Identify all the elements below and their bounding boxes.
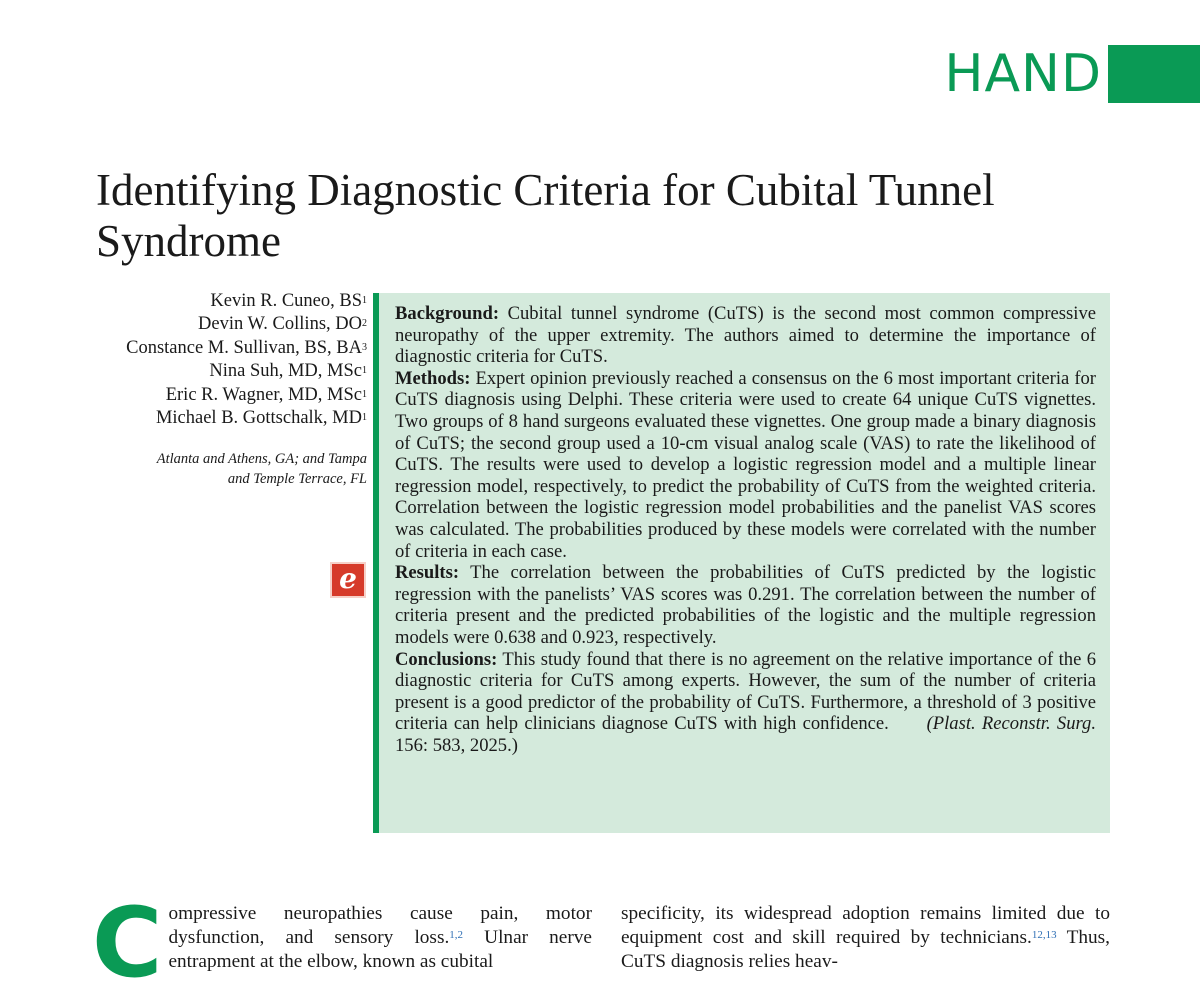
author-item: Eric R. Wagner, MD, MSc$^1$ (165, 384, 367, 405)
citation: (Plast. Reconstr. Surg. (926, 713, 1096, 735)
section-tag (944, 45, 1200, 103)
author-item: Nina Suh, MD, MSc$^1$ (209, 361, 367, 382)
author-list (126, 290, 367, 430)
author-item: Kevin R. Cuneo, $BS^1$ (210, 291, 367, 311)
author-item: Constance M. Sullivan, BS, $BA^3$ (126, 337, 367, 358)
author-item: Michael B. Gottschalk, $MD^1$ (155, 408, 367, 429)
affiliation: Atlanta and Athens, GA; and Tampa and Temple Terrace, FL (156, 451, 367, 487)
section-color-bar (1108, 45, 1200, 103)
abstract-conclusions: Conclusions: This study found that there is no agreement on the relative importance of the 6 diagnostic criteria for CuTS among experts. However, the sum of the number of criteria present is a good predictor of the probability of CuTS. Furthermore, a threshold of 3 positive criteria can help clinicians diagnose CuTS with high confidence. (Plast. Reconstr. Surg. 156: 583, 2025.) (395, 648, 1096, 756)
abstract-methods: Methods: Expert opinion previously reached a consensus on the 6 most important criteria for CuTS diagnosis using Delphi. These criteria were used to create 64 unique CuTS vignettes. Two groups of 8 hand surgeons evaluated these vignettes. One group made a binary diagnosis of CuTS; the second group used a 10-cm visual analog scale (VAS) to rate the likelihood of CuTS. The results were used to develop a logistic regression model and a multiple linear regression model, respectively, to predict the probability of CuTS from the weighted criteria. Correlation between the logistic regression model probabilities and the panelist VAS scores was calculated. The probabilities produced by these models were correlated with the number of criteria in each case. (395, 367, 1096, 562)
section-label: HAND (944, 44, 1102, 104)
reference-link[interactable]: 1,2 (449, 928, 464, 941)
drop-cap: C (92, 887, 163, 999)
body-column-1: Compressive neuropathies cause pain, motor dysfunction, and sensory loss.$^{1,2}$ Ulnar nerve entrapment at the elbow, known as cubital (92, 887, 592, 999)
abstract-results: Results: The correlation between the probabilities of CuTS predicted by the logistic regression with the panelists’ VAS scores was 0.291. The correlation between the number of criteria present and the predicted probabilities of the logistic and the multiple regression models were 0.638 and 0.923, respectively. (395, 562, 1096, 648)
abstract-box (373, 293, 1110, 833)
article-title: Identifying Diagnostic Criteria for Cubital Tunnel Syndrome (96, 165, 995, 266)
abstract-background: Background: Cubital tunnel syndrome (CuTS) is the second most common compressive neuropathy of the upper extremity. The authors aimed to determine the importance of diagnostic criteria for CuTS. (395, 303, 1096, 368)
body-column-2: specificity, its widespread adoption remains limited due to equipment cost and skill required by technicians.$^{12,13}$ Thus, CuTS diagnosis relies heav- (621, 903, 1110, 972)
reference-link[interactable]: 12,13 (1031, 928, 1057, 941)
author-item: Devin W. Collins, $DO^2$ (198, 314, 367, 335)
e-supplement-icon[interactable]: e (330, 562, 366, 598)
